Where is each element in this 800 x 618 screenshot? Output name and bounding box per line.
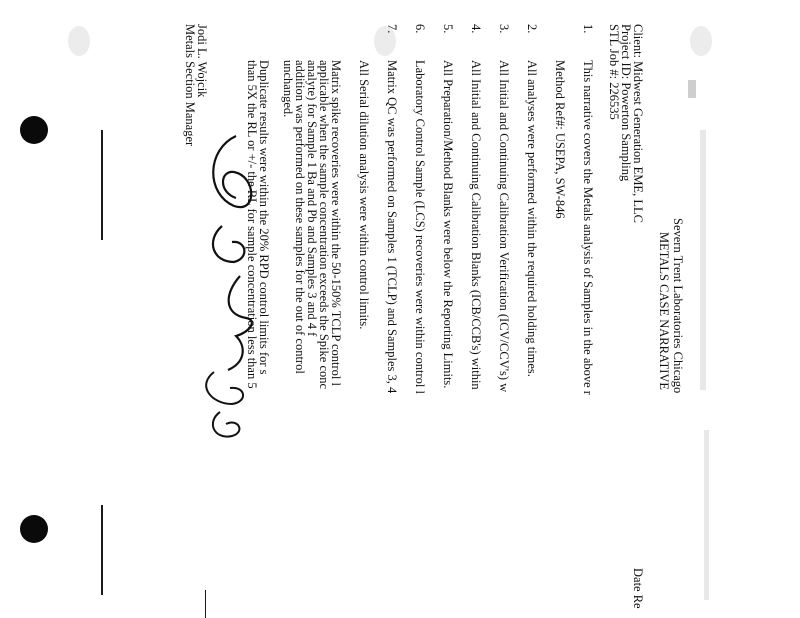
signatory-name: Jodi L. Wojcik xyxy=(195,24,209,98)
list-item: All analyses were performed within the required holding times. xyxy=(525,60,539,377)
project-line: Project ID: Powerton Sampling xyxy=(619,24,633,182)
list-item: All Preparation/Method Blanks were below the Reporting Limits. xyxy=(441,60,455,389)
list-item: All Initial and Continuing Calibration Blanks (ICB/CCB's) within xyxy=(469,60,483,390)
list-item: Laboratory Control Sample (LCS) recoveries were within control l xyxy=(413,60,427,394)
list-item: All Initial and Continuing Calibration Verification (ICV/CCV's) w xyxy=(497,60,511,393)
duplicate-results-line: than 5X the RL or +/- the RL for sample concentration less than 5 xyxy=(245,60,259,389)
item-number: 2. xyxy=(525,24,539,34)
matrix-spike-line: analyte) for Sample 1 Ba and Pb and Samples 3 and 4 f xyxy=(305,60,319,337)
document-title: METALS CASE NARRATIVE xyxy=(657,232,671,391)
matrix-spike-line: addition was performed on these samples for the out of control xyxy=(293,60,307,374)
item-number: 4. xyxy=(469,24,483,34)
lab-name: Severn Trent Laboratories Chicago xyxy=(671,218,685,394)
item-number: 6. xyxy=(413,24,427,34)
matrix-spike-line: applicable when the sample concentration exceeds the Spike conc xyxy=(317,60,331,390)
duplicate-results-line: Duplicate results were within the 20% RPD control limits for s xyxy=(257,60,271,375)
method-reference: Method Ref#: USEPA, SW-846 xyxy=(553,60,567,219)
job-number-line: STL Job #: 226535 xyxy=(607,24,621,120)
date-label: Date Re xyxy=(631,568,645,609)
list-item: Matrix QC was performed on Samples 1 (TCLP) and Samples 3, 4 xyxy=(385,60,399,394)
item-number: 7. xyxy=(385,24,399,34)
item-number: 3. xyxy=(497,24,511,34)
item-number: 5. xyxy=(441,24,455,34)
serial-dilution-note: All Serial dilution analysis were within control limits. xyxy=(357,60,371,330)
list-item: This narrative covers the Metals analysis of Samples in the above r xyxy=(581,60,595,395)
matrix-spike-line: unchanged. xyxy=(281,60,295,118)
item-number: 1. xyxy=(581,24,595,34)
signatory-title: Metals Section Manager xyxy=(183,24,197,147)
matrix-spike-line: Matrix spike recoveries were within the 50-150% TCLP control l xyxy=(329,60,343,386)
client-line: Client: Midwest Generation EME, LLC xyxy=(631,24,645,223)
